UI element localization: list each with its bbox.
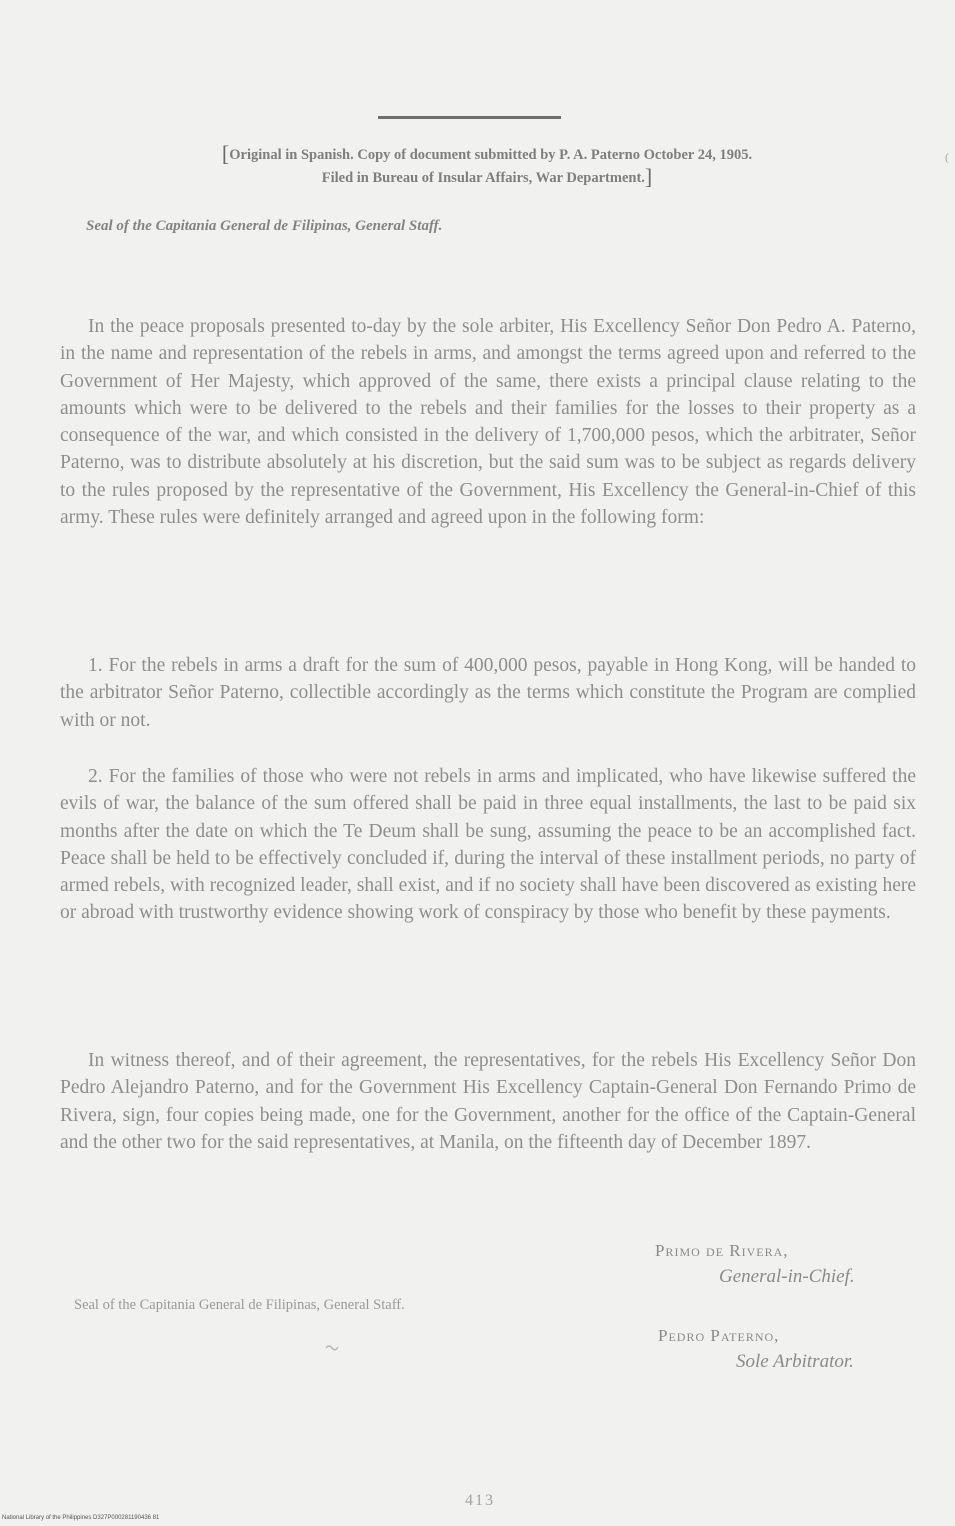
archive-credit-line: National Library of the Philippines D327P000281190436 81	[2, 1515, 160, 1521]
bracket-close: ]	[644, 164, 653, 189]
paragraph-1	[60, 313, 916, 531]
page-number: 413	[465, 1492, 495, 1509]
small-stamp-mark	[324, 1342, 340, 1352]
signature-2-name: Pedro Paterno,	[658, 1326, 780, 1345]
margin-mark: (	[945, 150, 949, 164]
paragraph-3-text: 2. For the families of those who were not rebels in arms and implicated, who have likewise suffered the evils of war, the balance of the sum offered shall be paid in three equal installments, the last to be paid six months after the date on which the Te Deum shall be sung, assuming the peace to be an accomplished fact. Peace shall be held to be effectively concluded if, during the interval of these installment periods, no party of armed rebels, with recognized leader, shall exist, and if no society shall have been discovered as existing here or abroad with trustworthy evidence showing work of conspiracy by those who benefit by these payments.	[60, 766, 916, 924]
signature-pedro-paterno	[658, 1323, 854, 1375]
bracket-open: [	[221, 141, 230, 166]
seal-caption-top: Seal of the Capitania General de Filipinas, General Staff.	[86, 218, 443, 234]
signature-2-title: Sole Arbitrator.	[736, 1351, 854, 1372]
paragraph-2	[60, 652, 916, 734]
signature-1-title: General-in-Chief.	[719, 1266, 855, 1287]
note-line-2: Filed in Bureau of Insular Affairs, War Department.	[321, 170, 645, 186]
note-line-1: Original in Spanish. Copy of document submitted by P. A. Paterno October 24, 1905.	[229, 147, 753, 163]
signature-primo-de-rivera	[655, 1238, 855, 1290]
paragraph-4	[60, 1047, 916, 1156]
signature-1-name: Primo de Rivera,	[655, 1241, 789, 1260]
paragraph-2-text: 1. For the rebels in arms a draft for the sum of 400,000 pesos, payable in Hong Kong, will be handed to the arbitrator Señor Paterno, collectible accordingly as the terms which constitute the Program are complied with or not.	[60, 655, 916, 731]
seal-caption-bottom: Seal of the Capitania General de Filipinas, General Staff.	[74, 1297, 405, 1313]
top-rule	[378, 116, 561, 119]
paragraph-3	[60, 763, 916, 927]
editorial-note	[52, 143, 922, 189]
paragraph-4-text: In witness thereof, and of their agreement, the representatives, for the rebels His Excellency Señor Don Pedro Alejandro Paterno, and for the Government His Excellency Captain-General Don Fernando Primo de Rivera, sign, four copies being made, one for the Government, another for the office of the Captain-General and the other two for the said representatives, at Manila, on the fifteenth day of December 1897.	[60, 1050, 916, 1153]
paragraph-1-text: In the peace proposals presented to-day by the sole arbiter, His Excellency Señor Don Pedro A. Paterno, in the name and representation of the rebels in arms, and amongst the terms agreed upon and referred to the Government of Her Majesty, which approved of the same, there exists a principal clause relating to the amounts which were to be delivered to the rebels and their families for the losses to their property as a consequence of the war, and which consisted in the delivery of 1,700,000 pesos, which the arbitrater, Señor Paterno, was to distribute absolutely at his discretion, but the said sum was to be subject as regards delivery to the rules proposed by the representative of the Government, His Excellency the General-in-Chief of this army. These rules were definitely arranged and agreed upon in the following form:	[60, 316, 916, 529]
